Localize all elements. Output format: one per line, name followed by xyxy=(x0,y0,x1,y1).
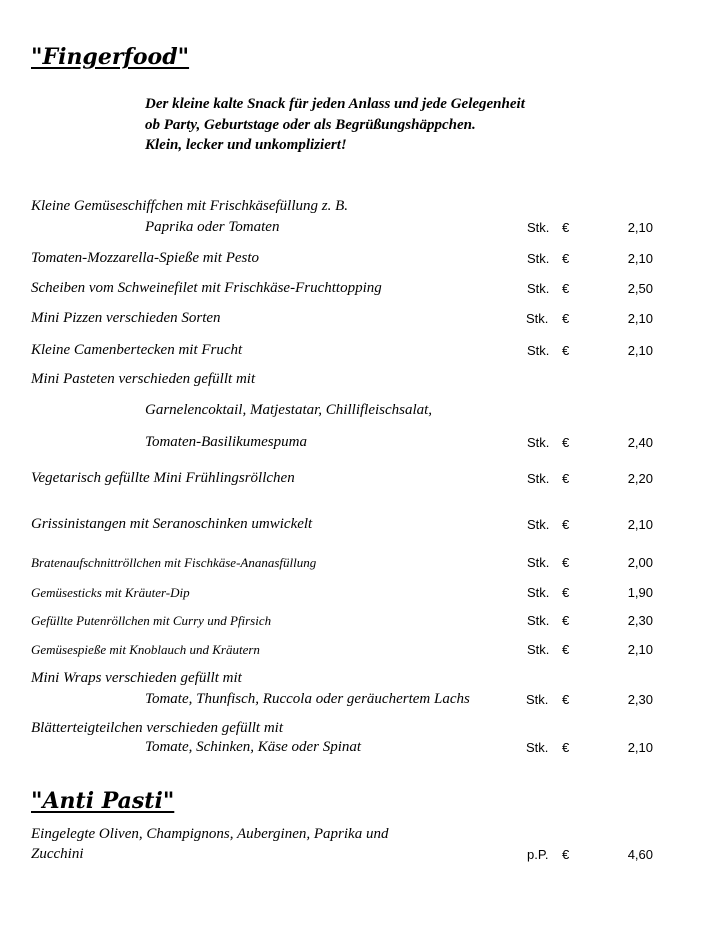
item-unit: Stk. xyxy=(527,220,550,235)
item-description: Gemüsespieße mit Knoblauch und Kräutern xyxy=(31,642,260,657)
item-description: Paprika oder Tomaten xyxy=(145,219,280,235)
item-unit: Stk. xyxy=(527,281,550,296)
item-unit: Stk. xyxy=(527,555,550,570)
item-currency: € xyxy=(562,343,570,358)
item-price: 2,10 xyxy=(627,642,653,657)
item-currency: € xyxy=(562,847,570,862)
item-currency: € xyxy=(562,251,570,266)
item-description: Zucchini xyxy=(31,846,84,862)
antipasti-heading: "Anti Pasti" xyxy=(31,788,175,814)
item-unit: Stk. xyxy=(527,435,550,450)
item-price: 2,20 xyxy=(627,471,653,486)
item-currency: € xyxy=(562,435,570,450)
intro-line: ob Party, Geburtstage oder als Begrüßungshäppchen. xyxy=(145,117,476,133)
item-price: 1,90 xyxy=(627,585,653,600)
item-price: 2,30 xyxy=(627,692,653,707)
item-unit: Stk. xyxy=(527,251,550,266)
intro-line: Klein, lecker und unkompliziert! xyxy=(145,137,347,153)
item-description: Bratenaufschnittröllchen mit Fischkäse-Ananasfüllung xyxy=(31,555,317,570)
item-price: 2,40 xyxy=(627,435,653,450)
item-description: Grissinistangen mit Seranoschinken umwickelt xyxy=(31,516,313,532)
item-description: Scheiben vom Schweinefilet mit Frischkäse-Fruchttopping xyxy=(31,280,382,296)
item-unit: Stk. xyxy=(527,585,550,600)
item-price: 2,30 xyxy=(627,613,653,628)
item-description: Tomate, Thunfisch, Ruccola oder geräuchertem Lachs xyxy=(145,691,470,707)
item-price: 2,10 xyxy=(627,343,653,358)
item-description: Garnelencoktail, Matjestatar, Chillifleischsalat, xyxy=(145,402,433,418)
item-price: 2,50 xyxy=(627,281,653,296)
fingerfood-heading: "Fingerfood" xyxy=(31,44,190,70)
item-unit: Stk. xyxy=(526,692,549,707)
item-unit: Stk. xyxy=(527,613,550,628)
intro-line: Der kleine kalte Snack für jeden Anlass und jede Gelegenheit xyxy=(145,96,525,112)
item-description: Kleine Camenbertecken mit Frucht xyxy=(31,342,243,358)
item-currency: € xyxy=(562,471,570,486)
item-unit: Stk. xyxy=(526,740,549,755)
item-price: 2,10 xyxy=(627,311,653,326)
item-description: Tomate, Schinken, Käse oder Spinat xyxy=(145,739,362,755)
item-currency: € xyxy=(562,692,570,707)
item-price: 2,10 xyxy=(627,740,653,755)
item-currency: € xyxy=(562,311,570,326)
item-price: 2,00 xyxy=(627,555,653,570)
item-description: Eingelegte Oliven, Champignons, Auberginen, Paprika und xyxy=(31,826,389,842)
item-currency: € xyxy=(562,555,570,570)
item-description: Mini Pizzen verschieden Sorten xyxy=(31,310,221,326)
item-description: Tomaten-Basilikumespuma xyxy=(145,434,307,450)
item-currency: € xyxy=(562,517,570,532)
item-currency: € xyxy=(562,613,570,628)
item-description: Tomaten-Mozzarella-Spieße mit Pesto xyxy=(31,250,260,266)
item-currency: € xyxy=(562,585,570,600)
item-price: 4,60 xyxy=(627,847,653,862)
item-price: 2,10 xyxy=(627,220,653,235)
item-currency: € xyxy=(562,642,570,657)
item-description: Mini Wraps verschieden gefüllt mit xyxy=(31,670,242,686)
item-currency: € xyxy=(562,740,570,755)
item-unit: Stk. xyxy=(527,517,550,532)
item-description: Gemüsesticks mit Kräuter-Dip xyxy=(31,585,190,600)
item-description: Mini Pasteten verschieden gefüllt mit xyxy=(31,371,256,387)
item-description: Vegetarisch gefüllte Mini Frühlingsröllchen xyxy=(31,470,295,486)
item-price: 2,10 xyxy=(627,517,653,532)
item-unit: Stk. xyxy=(527,343,550,358)
item-description: Gefüllte Putenröllchen mit Curry und Pfirsich xyxy=(31,613,272,628)
item-currency: € xyxy=(562,281,570,296)
item-description: Kleine Gemüseschiffchen mit Frischkäsefüllung z. B. xyxy=(31,198,349,214)
item-price: 2,10 xyxy=(627,251,653,266)
item-unit: p.P. xyxy=(527,847,549,862)
item-description: Blätterteigteilchen verschieden gefüllt mit xyxy=(31,720,284,736)
item-currency: € xyxy=(562,220,570,235)
item-unit: Stk. xyxy=(526,311,549,326)
item-unit: Stk. xyxy=(527,471,550,486)
item-unit: Stk. xyxy=(527,642,550,657)
